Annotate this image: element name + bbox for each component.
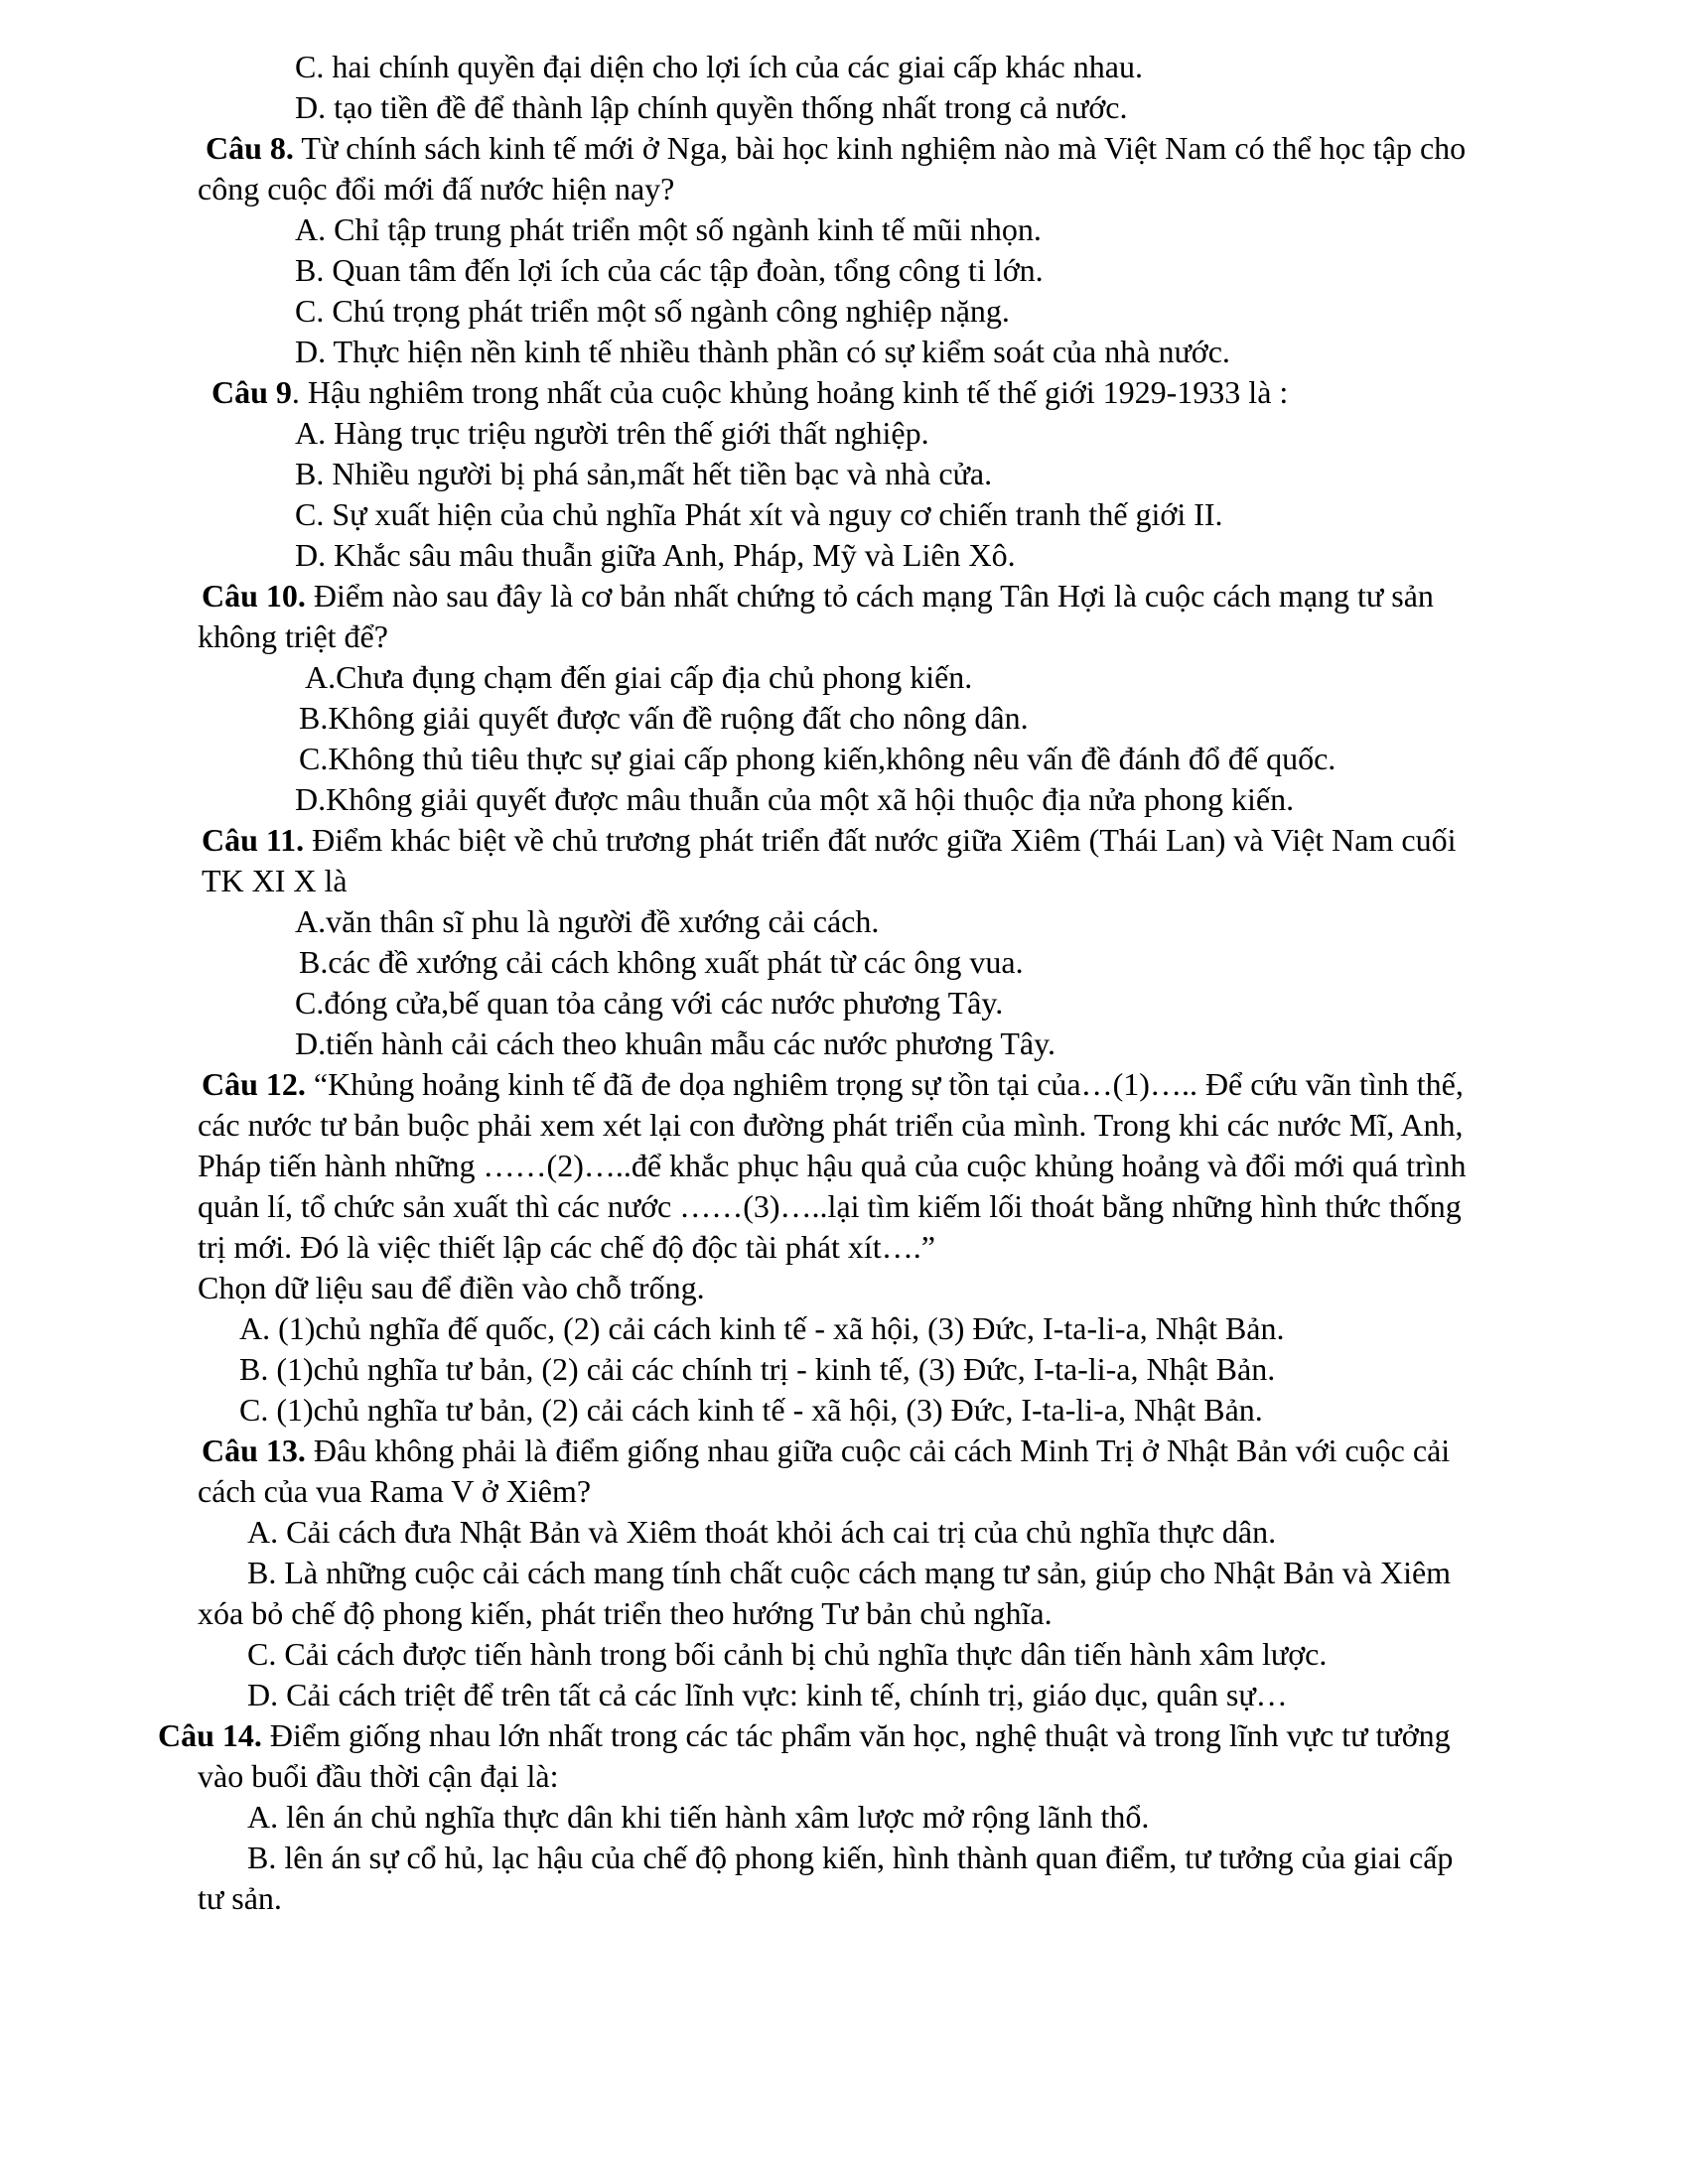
option-text: B.Không giải quyết được vấn đề ruộng đất cho nông dân. [299, 700, 1029, 736]
question-14-option-b [0, 1838, 1688, 1878]
question-14-option-b-cont [0, 1878, 1688, 1919]
question-text: Đâu không phải là điểm giống nhau giữa cuộc cải cách Minh Trị ở Nhật Bản với cuộc cải [305, 1433, 1451, 1468]
question-14-option-a [0, 1797, 1688, 1838]
question-9-option-a [0, 413, 1688, 454]
question-8-option-a [0, 209, 1688, 250]
question-10-option-b [0, 698, 1688, 739]
question-13-option-d [0, 1675, 1688, 1715]
option-text: D. Thực hiện nền kinh tế nhiều thành phần có sự kiểm soát của nhà nước. [295, 334, 1230, 369]
question-text: cách của vua Rama V ở Xiêm? [198, 1473, 592, 1509]
question-text: Từ chính sách kinh tế mới ở Nga, bài học kinh nghiệm nào mà Việt Nam có thể học tập cho [293, 130, 1467, 166]
option-text: A.Chưa đụng chạm đến giai cấp địa chủ phong kiến. [305, 659, 973, 695]
option-text: B. Là những cuộc cải cách mang tính chất cuộc cách mạng tư sản, giúp cho Nhật Bản và Xiêm [247, 1555, 1452, 1590]
question-number: Câu 9 [211, 374, 292, 410]
question-10-option-c [0, 739, 1688, 779]
question-number: Câu 8. [206, 130, 294, 166]
question-8-stem [0, 128, 1688, 169]
question-11-option-a [0, 901, 1688, 942]
question-13-option-a [0, 1512, 1688, 1553]
question-13-option-c [0, 1634, 1688, 1675]
question-11-option-c [0, 983, 1688, 1024]
question-14-stem [0, 1715, 1688, 1756]
option-text: C.Không thủ tiêu thực sự giai cấp phong kiến,không nêu vấn đề đánh đổ đế quốc. [299, 741, 1336, 776]
question-13-stem-cont [0, 1471, 1688, 1512]
option-text: A. Cải cách đưa Nhật Bản và Xiêm thoát khỏi ách cai trị của chủ nghĩa thực dân. [247, 1514, 1277, 1550]
question-9-option-b [0, 454, 1688, 494]
option-text: D. Khắc sâu mâu thuẫn giữa Anh, Pháp, Mỹ và Liên Xô. [295, 537, 1016, 573]
question-text: công cuộc đổi mới đấ nước hiện nay? [198, 171, 675, 206]
question-12-instruction [0, 1268, 1688, 1308]
question-text: Chọn dữ liệu sau để điền vào chỗ trống. [198, 1270, 705, 1305]
option-text: A. lên án chủ nghĩa thực dân khi tiến hành xâm lược mở rộng lãnh thổ. [247, 1799, 1150, 1835]
question-text: “Khủng hoảng kinh tế đã đe dọa nghiêm trọng sự tồn tại của…(1)….. Để cứu vãn tình thế, [305, 1066, 1464, 1102]
question-text: Điểm nào sau đây là cơ bản nhất chứng tỏ cách mạng Tân Hợi là cuộc cách mạng tư sản [305, 578, 1434, 614]
question-text: trị mới. Đó là việc thiết lập các chế độ độc tài phát xít….” [198, 1229, 935, 1265]
question-text: các nước tư bản buộc phải xem xét lại con đường phát triển của mình. Trong khi các nước Mĩ, Anh, [198, 1107, 1464, 1143]
question-14-stem-cont [0, 1756, 1688, 1797]
question-text: Điểm giống nhau lớn nhất trong các tác phẩm văn học, nghệ thuật và trong lĩnh vực tư tưởng [261, 1717, 1451, 1753]
question-8-option-d [0, 332, 1688, 372]
question-13-option-b [0, 1553, 1688, 1593]
question-12-option-a [0, 1308, 1688, 1349]
question-12-stem [0, 1064, 1688, 1105]
question-13-option-b-cont [0, 1593, 1688, 1634]
option-text: B. Quan tâm đến lợi ích của các tập đoàn, tổng công ti lớn. [295, 252, 1044, 288]
option-text: B. lên án sự cổ hủ, lạc hậu của chế độ phong kiến, hình thành quan điểm, tư tưởng của giai cấp [247, 1840, 1454, 1875]
question-9-option-d [0, 535, 1688, 576]
option-text: A. Chỉ tập trung phát triển một số ngành kinh tế mũi nhọn. [295, 211, 1042, 247]
question-text: vào buổi đầu thời cận đại là: [198, 1758, 559, 1794]
option-text: B.các đề xướng cải cách không xuất phát từ các ông vua. [299, 944, 1024, 980]
question-13-stem [0, 1431, 1688, 1471]
option-text: xóa bỏ chế độ phong kiến, phát triển theo hướng Tư bản chủ nghĩa. [198, 1595, 1053, 1631]
question-10-option-d [0, 779, 1688, 820]
option-text: A. Hàng trục triệu người trên thế giới thất nghiệp. [295, 415, 929, 451]
question-list [0, 47, 1688, 1919]
question-12-stem-cont-1 [0, 1105, 1688, 1146]
question-12-stem-cont-2 [0, 1146, 1688, 1186]
question-number: Câu 13. [202, 1433, 306, 1468]
option-text: tư sản. [198, 1880, 282, 1916]
option-text: A. (1)chủ nghĩa đế quốc, (2) cải cách kinh tế - xã hội, (3) Đức, I-ta-li-a, Nhật Bản. [239, 1310, 1285, 1346]
option-text: C. hai chính quyền đại diện cho lợi ích của các giai cấp khác nhau. [295, 49, 1143, 84]
option-text: C.đóng cửa,bế quan tỏa cảng với các nước phương Tây. [295, 985, 1004, 1021]
question-10-stem [0, 576, 1688, 616]
option-text: B. Nhiều người bị phá sản,mất hết tiền bạc và nhà cửa. [295, 456, 993, 491]
question-text: Điểm khác biệt về chủ trương phát triển đất nước giữa Xiêm (Thái Lan) và Việt Nam cuối [304, 822, 1457, 858]
question-11-stem [0, 820, 1688, 861]
question-number: Câu 11. [202, 822, 305, 858]
question-8-option-b [0, 250, 1688, 291]
option-text: C. Sự xuất hiện của chủ nghĩa Phát xít và nguy cơ chiến tranh thế giới II. [295, 496, 1223, 532]
option-c-prev [0, 47, 1688, 87]
question-number: Câu 10. [202, 578, 306, 614]
option-text: D.tiến hành cải cách theo khuân mẫu các nước phương Tây. [295, 1025, 1056, 1061]
option-text: C. Chú trọng phát triển một số ngành công nghiệp nặng. [295, 293, 1010, 329]
question-12-option-b [0, 1349, 1688, 1390]
option-text: C. Cải cách được tiến hành trong bối cảnh bị chủ nghĩa thực dân tiến hành xâm lược. [247, 1636, 1328, 1672]
question-11-stem-cont [0, 861, 1688, 901]
question-number: Câu 14. [158, 1717, 262, 1753]
question-10-stem-cont [0, 616, 1688, 657]
question-11-option-b [0, 942, 1688, 983]
question-12-stem-cont-3 [0, 1186, 1688, 1227]
question-8-stem-cont [0, 169, 1688, 209]
option-text: D. Cải cách triệt để trên tất cả các lĩnh vực: kinh tế, chính trị, giáo dục, quân sự… [247, 1677, 1288, 1712]
question-10-option-a [0, 657, 1688, 698]
question-text: TK XI X là [202, 863, 348, 898]
question-text: không triệt để? [198, 618, 388, 654]
option-text: C. (1)chủ nghĩa tư bản, (2) cải cách kinh tế - xã hội, (3) Đức, I-ta-li-a, Nhật Bản. [239, 1392, 1263, 1428]
option-text: D.Không giải quyết được mâu thuẫn của một xã hội thuộc địa nửa phong kiến. [295, 781, 1295, 817]
question-9-stem [0, 372, 1688, 413]
question-12-stem-cont-4 [0, 1227, 1688, 1268]
option-text: A.văn thân sĩ phu là người đề xướng cải cách. [295, 903, 880, 939]
question-text: quản lí, tổ chức sản xuất thì các nước ……(3)…..lại tìm kiếm lối thoát bằng những hình thức thống [198, 1188, 1462, 1224]
question-text: Pháp tiến hành những ……(2)…..để khắc phục hậu quả của cuộc khủng hoảng và đổi mới quá trình [198, 1148, 1467, 1183]
option-d-prev [0, 87, 1688, 128]
question-text: . Hậu nghiêm trong nhất của cuộc khủng hoảng kinh tế thế giới 1929-1933 là : [291, 374, 1289, 410]
question-8-option-c [0, 291, 1688, 332]
option-text: B. (1)chủ nghĩa tư bản, (2) cải các chính trị - kinh tế, (3) Đức, I-ta-li-a, Nhật Bản. [239, 1351, 1276, 1387]
question-12-option-c [0, 1390, 1688, 1431]
question-11-option-d [0, 1024, 1688, 1064]
question-number: Câu 12. [202, 1066, 306, 1102]
question-9-option-c [0, 494, 1688, 535]
option-text: D. tạo tiền đề để thành lập chính quyền thống nhất trong cả nước. [295, 89, 1128, 125]
